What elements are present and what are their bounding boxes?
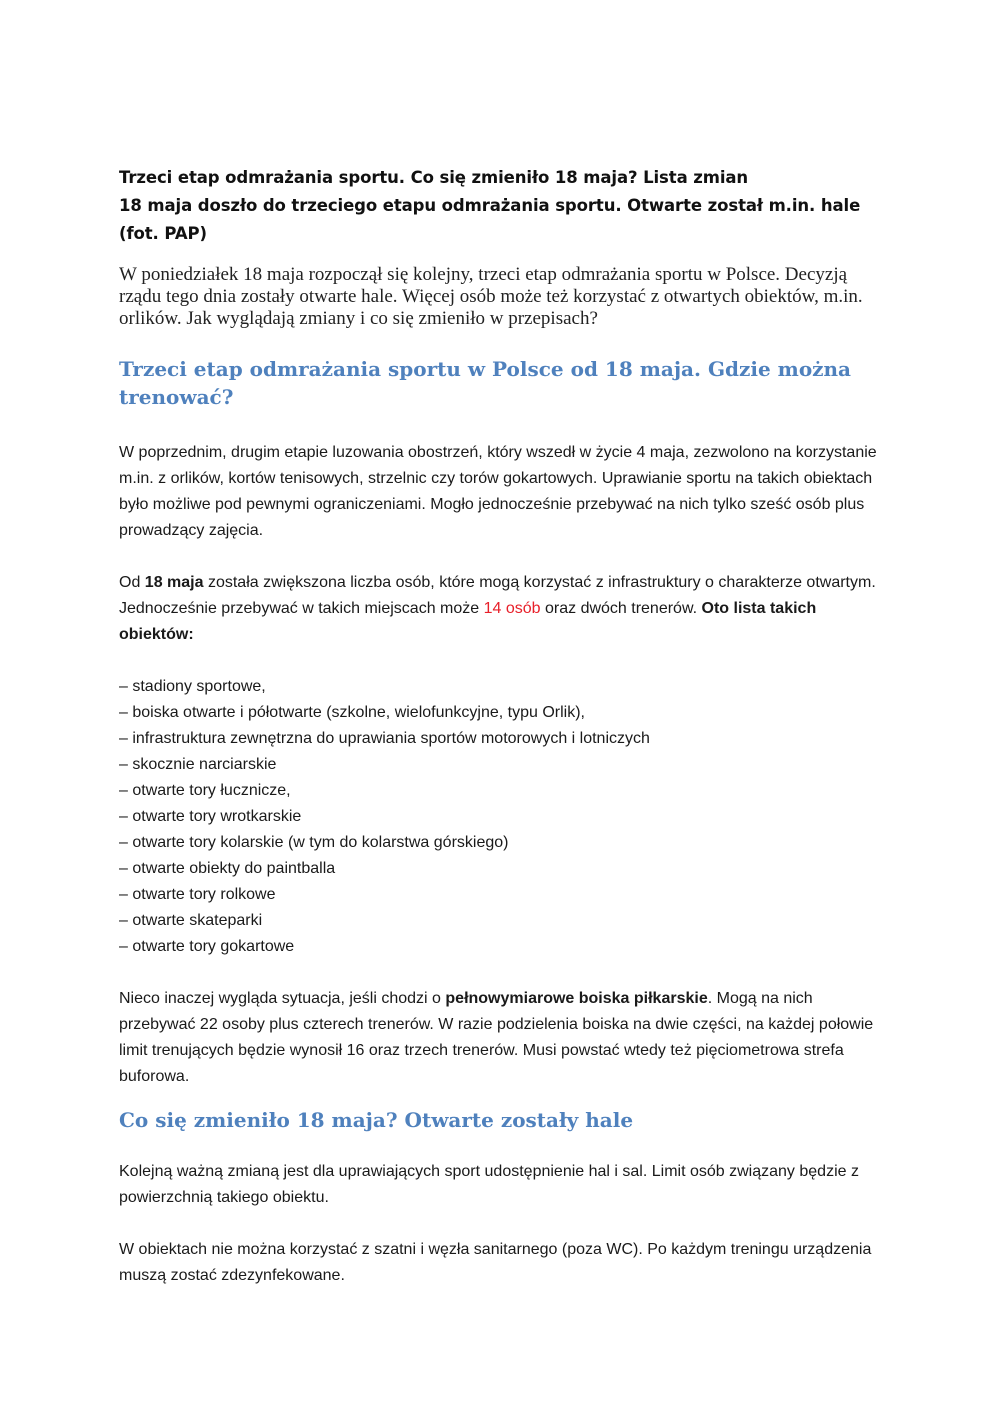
text-run: Nieco inaczej wygląda sytuacja, jeśli chodzi o (119, 990, 446, 1007)
section1-paragraph-3 (119, 986, 889, 1090)
article-lead: W poniedziałek 18 maja rozpoczął się kolejny, trzeci etap odmrażania sportu w Polsce. Decyzją rządu tego dnia zostały otwarte hale. Więcej osób może też korzystać z otwartych obiektów, m.in. orlików. Jak wyglądają zmiany i co się zmieniło w przepisach? (119, 264, 863, 329)
article-body (119, 164, 889, 1289)
list-item: – infrastruktura zewnętrzna do uprawiania sportów motorowych i lotniczych (119, 730, 650, 747)
list-item: – otwarte tory kolarskie (w tym do kolarstwa górskiego) (119, 834, 509, 851)
bold-list-intro: Oto lista takich obiektów: (119, 600, 817, 643)
section-heading-1: Trzeci etap odmrażania sportu w Polsce od 18 maja. Gdzie można trenować? (119, 357, 852, 409)
bold-football-pitches: pełnowymiarowe boiska piłkarskie (445, 990, 708, 1007)
section1-paragraph-2 (119, 570, 889, 648)
text-run: Od (119, 574, 145, 591)
photo-caption: 18 maja doszło do trzeciego etapu odmrażania sportu. Otwarte został m.in. hale (fot. PAP) (119, 196, 861, 243)
list-item: – otwarte tory wrotkarskie (119, 808, 302, 825)
article-title: Trzeci etap odmrażania sportu. Co się zmieniło 18 maja? Lista zmian (119, 168, 749, 187)
list-item: – otwarte skateparki (119, 912, 263, 929)
text-run: została zwiększona liczba osób, które mogą korzystać z infrastruktury o charakterze otwartym. Jednocześnie przebywać w takich miejscach może (119, 574, 876, 617)
highlight-people-count: 14 osób (483, 600, 541, 617)
text-run: oraz dwóch trenerów. (540, 600, 702, 617)
bold-date: 18 maja (144, 574, 204, 591)
facilities-list (119, 674, 889, 960)
list-item: – boiska otwarte i półotwarte (szkolne, wielofunkcyjne, typu Orlik), (119, 704, 585, 721)
list-item: – otwarte tory gokartowe (119, 938, 295, 955)
list-item: – otwarte obiekty do paintballa (119, 860, 336, 877)
text-run: . Mogą na nich przebywać 22 osoby plus czterech trenerów. W razie podzielenia boiska na dwie części, na każdej połowie limit trenujących będzie wynosił 16 oraz trzech trenerów. Musi powstać wtedy też pięciometrowa strefa buforowa. (119, 990, 874, 1085)
list-item: – otwarte tory łucznicze, (119, 782, 291, 799)
section2-paragraph-2: W obiektach nie można korzystać z szatni i węzła sanitarnego (poza WC). Po każdym treningu urządzenia muszą zostać zdezynfekowane. (119, 1241, 872, 1284)
list-item: – skocznie narciarskie (119, 756, 277, 773)
list-item: – otwarte tory rolkowe (119, 886, 276, 903)
section1-paragraph-1: W poprzednim, drugim etapie luzowania obostrzeń, który wszedł w życie 4 maja, zezwolono na korzystanie m.in. z orlików, kortów tenisowych, strzelnic czy torów gokartowych. Uprawianie sportu na takich obiektach było możliwe pod pewnymi ograniczeniami. Mogło jednocześnie przebywać na nich tylko sześć osób plus prowadzący zajęcia. (119, 444, 877, 539)
section2-paragraph-1: Kolejną ważną zmianą jest dla uprawiających sport udostępnienie hal i sal. Limit osób związany będzie z powierzchnią takiego obiektu. (119, 1163, 859, 1206)
section-heading-2: Co się zmieniło 18 maja? Otwarte zostały hale (119, 1108, 634, 1132)
list-item: – stadiony sportowe, (119, 678, 266, 695)
